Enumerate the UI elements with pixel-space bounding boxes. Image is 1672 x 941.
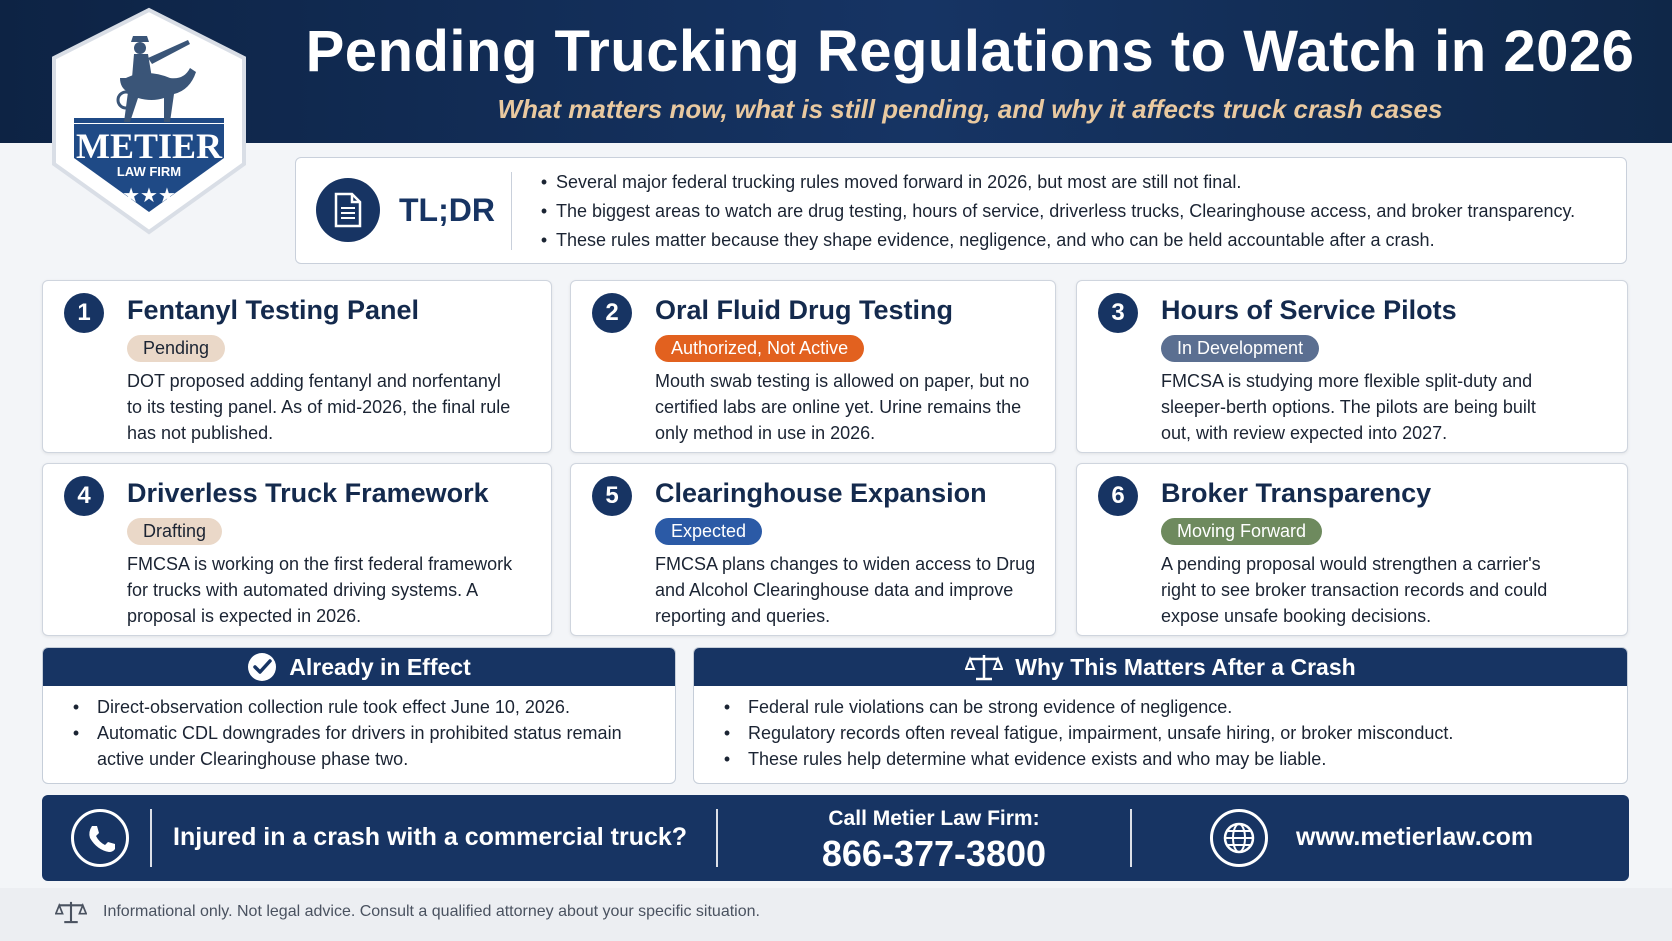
card-title: Clearinghouse Expansion <box>655 478 987 508</box>
metier-logo <box>38 6 260 238</box>
cta-divider <box>1130 809 1132 867</box>
logo-name: METIER <box>75 126 223 166</box>
phone-number[interactable]: 866-377-3800 <box>821 833 1047 874</box>
phone-icon[interactable] <box>71 809 129 867</box>
effect-list <box>69 694 649 772</box>
card-description: FMCSA is working on the first federal framework for trucks with automated driving systems. A proposal is expected in 2026. <box>127 554 513 626</box>
scales-icon <box>55 898 87 926</box>
tldr-label: TL;DR <box>399 192 495 228</box>
cta-divider <box>716 809 718 867</box>
card-description: DOT proposed adding fentanyl and norfentanyl to its testing panel. As of mid-2026, the final rule has not published. <box>127 371 511 443</box>
card-title: Driverless Truck Framework <box>127 478 489 508</box>
document-icon <box>316 178 380 242</box>
status-badge: Expected <box>655 518 762 545</box>
card-title: Fentanyl Testing Panel <box>127 295 420 325</box>
card-number: 4 <box>64 476 104 516</box>
card-number: 2 <box>592 293 632 333</box>
call-label: Call Metier Law Firm: <box>828 807 1040 830</box>
card-description: FMCSA is studying more flexible split-duty and sleeper-berth options. The pilots are being built out, with review expected into 2027. <box>1161 371 1536 443</box>
regulation-card-1 <box>42 280 552 453</box>
tldr-item: • The biggest areas to watch are drug testing, hours of service, driverless trucks, Clearinghouse access, and broker transparency. <box>532 197 1575 226</box>
status-badge: Authorized, Not Active <box>655 335 864 362</box>
list-item: • Automatic CDL downgrades for drivers in prohibited status remain active under Clearinghouse phase two. <box>69 720 649 772</box>
panel-title: Why This Matters After a Crash <box>1015 653 1356 680</box>
card-description: Mouth swab testing is allowed on paper, but no certified labs are online yet. Urine remains the only method in use in 2026. <box>655 371 1030 443</box>
tldr-item: • Several major federal trucking rules moved forward in 2026, but most are still not final. <box>532 168 1575 197</box>
contact-bar <box>42 795 1629 881</box>
regulation-card-6 <box>1076 463 1628 636</box>
logo-stars: ★★★ <box>122 183 176 207</box>
card-title: Hours of Service Pilots <box>1161 295 1457 325</box>
regulation-card-2 <box>570 280 1056 453</box>
website-link[interactable]: www.metierlaw.com <box>1296 823 1534 851</box>
footer <box>0 888 1672 941</box>
status-badge: In Development <box>1161 335 1319 362</box>
regulation-card-3 <box>1076 280 1628 453</box>
card-number: 6 <box>1098 476 1138 516</box>
status-badge: Drafting <box>127 518 222 545</box>
list-item: • These rules help determine what evidence exists and who may be liable. <box>720 746 1600 772</box>
card-description: FMCSA plans changes to widen access to Drug and Alcohol Clearinghouse data and improve reporting and queries. <box>655 554 1036 626</box>
card-number: 5 <box>592 476 632 516</box>
why-list <box>720 694 1600 772</box>
why-this-matters-panel <box>693 647 1628 784</box>
list-item: • Regulatory records often reveal fatigue, impairment, unsafe hiring, or broker misconduct. <box>720 720 1600 746</box>
already-in-effect-panel <box>42 647 676 784</box>
card-number: 3 <box>1098 293 1138 333</box>
status-badge: Moving Forward <box>1161 518 1322 545</box>
tldr-list <box>532 168 1575 255</box>
disclaimer: Informational only. Not legal advice. Consult a qualified attorney about your specific situation. <box>103 903 760 920</box>
card-description: A pending proposal would strengthen a carrier's right to see broker transaction records and could expose unsafe booking decisions. <box>1161 554 1548 626</box>
regulation-card-4 <box>42 463 552 636</box>
check-circle-icon <box>247 652 277 682</box>
list-item: • Federal rule violations can be strong evidence of negligence. <box>720 694 1600 720</box>
page-subtitle: What matters now, what is still pending, and why it affects truck crash cases <box>497 94 1443 124</box>
tldr-box <box>295 157 1627 264</box>
panel-header <box>694 648 1627 686</box>
cta-divider <box>150 809 152 867</box>
tldr-divider <box>511 172 512 250</box>
card-title: Broker Transparency <box>1161 478 1432 508</box>
scales-icon <box>965 652 1003 682</box>
cta-question: Injured in a crash with a commercial truck? <box>173 823 688 851</box>
page-title: Pending Trucking Regulations to Watch in 2026 <box>305 19 1635 84</box>
card-title: Oral Fluid Drug Testing <box>655 295 954 325</box>
status-badge: Pending <box>127 335 225 362</box>
card-number: 1 <box>64 293 104 333</box>
panel-header <box>43 648 675 686</box>
logo-tagline: LAW FIRM <box>116 164 182 179</box>
tldr-item: • These rules matter because they shape evidence, negligence, and who can be held accountable after a crash. <box>532 226 1575 255</box>
list-item: • Direct-observation collection rule took effect June 10, 2026. <box>69 694 649 720</box>
globe-icon[interactable] <box>1210 809 1268 867</box>
panel-title: Already in Effect <box>289 653 471 680</box>
regulation-card-5 <box>570 463 1056 636</box>
